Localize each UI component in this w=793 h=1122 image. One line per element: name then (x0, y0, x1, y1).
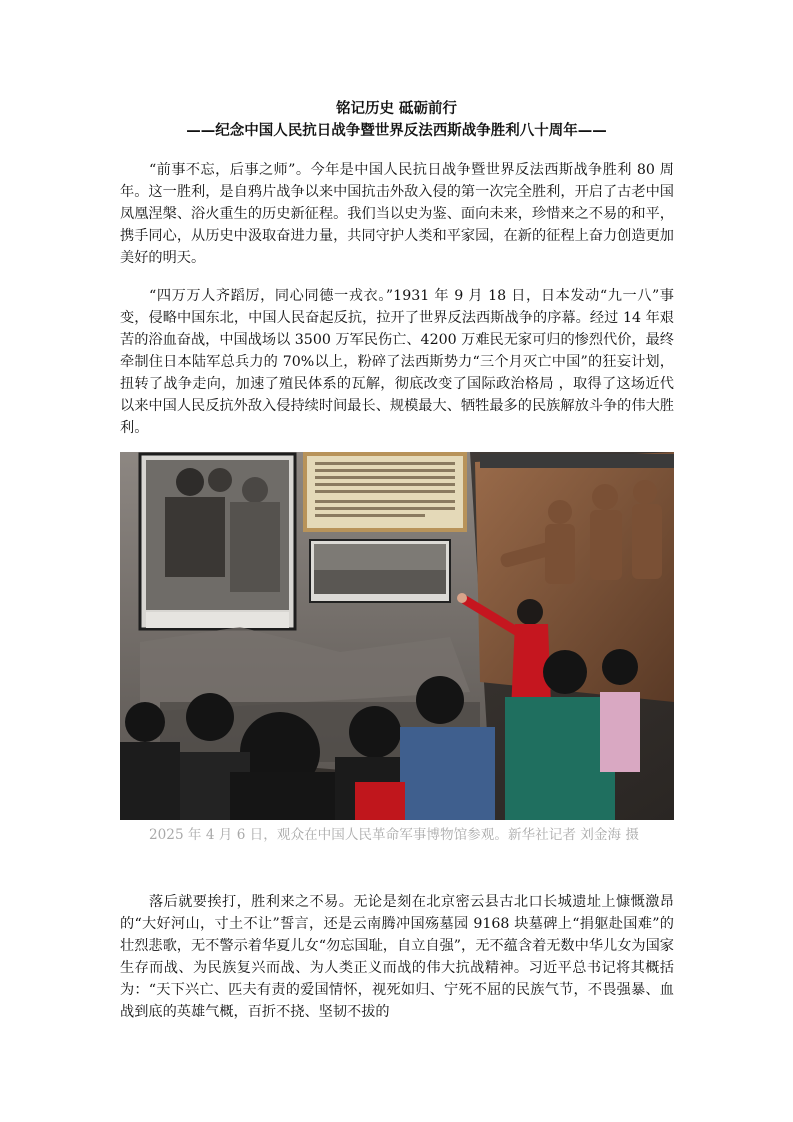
article-title: 铭记历史 砥砺前行 (335, 101, 458, 117)
museum-photo-illustration (120, 452, 674, 820)
paragraph-3: 落后就要挨打，胜利来之不易。无论是刻在北京密云县古北口长城遗址上慷慨激昂的“大好河山，寸土不让”誓言，还是云南腾冲国殇墓园 9168 块墓碑上“捐躯赴国难”的壮烈悲歌，无不警示着华夏儿女“勿忘国耻，自立自强”，无不蕴含着无数中华儿女为国家生存而战、为民族复兴而战、为人类正义而战的伟大抗战精神。习近平总书记将其概括为：“天下兴亡、匹夫有责的爱国情怀，视死如归、宁死不屈的民族气节，不畏强暴、血战到底的英雄气概，百折不挠、坚韧不拔的 (120, 894, 674, 1020)
paragraph-2: “四万万人齐蹈厉，同心同德一戎衣。”1931 年 9 月 18 日，日本发动“九一八”事变，侵略中国东北，中国人民奋起反抗，拉开了世界反法西斯战争的序幕。经过 14 年艰苦的浴血奋战，中国战场以 3500 万军民伤亡、4200 万难民无家可归的惨烈代价，最终牵制住日本陆军总兵力的 70%以上，粉碎了法西斯势力“三个月灭亡中国”的狂妄计划，扭转了战争走向，加速了殖民体系的瓦解，彻底改变了国际政治格局 ，取得了这场近代以来中国人民反抗外敌入侵持续时间最长、规模最大、牺牲最多的民族解放斗争的伟大胜利。 (120, 288, 674, 436)
article-subtitle: ——纪念中国人民抗日战争暨世界反法西斯战争胜利八十周年—— (186, 123, 607, 139)
paragraph-1: “前事不忘，后事之师”。今年是中国人民抗日战争暨世界反法西斯战争胜利 80 周年。这一胜利，是自鸦片战争以来中国抗击外敌入侵的第一次完全胜利，开启了古老中国凤凰涅槃、浴火重生的历史新征程。我们当以史为鉴、面向未来，珍惜来之不易的和平，携手同心，从历史中汲取奋进力量，共同守护人类和平家园，在新的征程上奋力创造更加美好的明天。 (120, 162, 674, 266)
photo-caption: 2025 年 4 月 6 日，观众在中国人民革命军事博物馆参观。新华社记者 刘金海 摄 (149, 827, 639, 843)
museum-photo (120, 452, 674, 820)
